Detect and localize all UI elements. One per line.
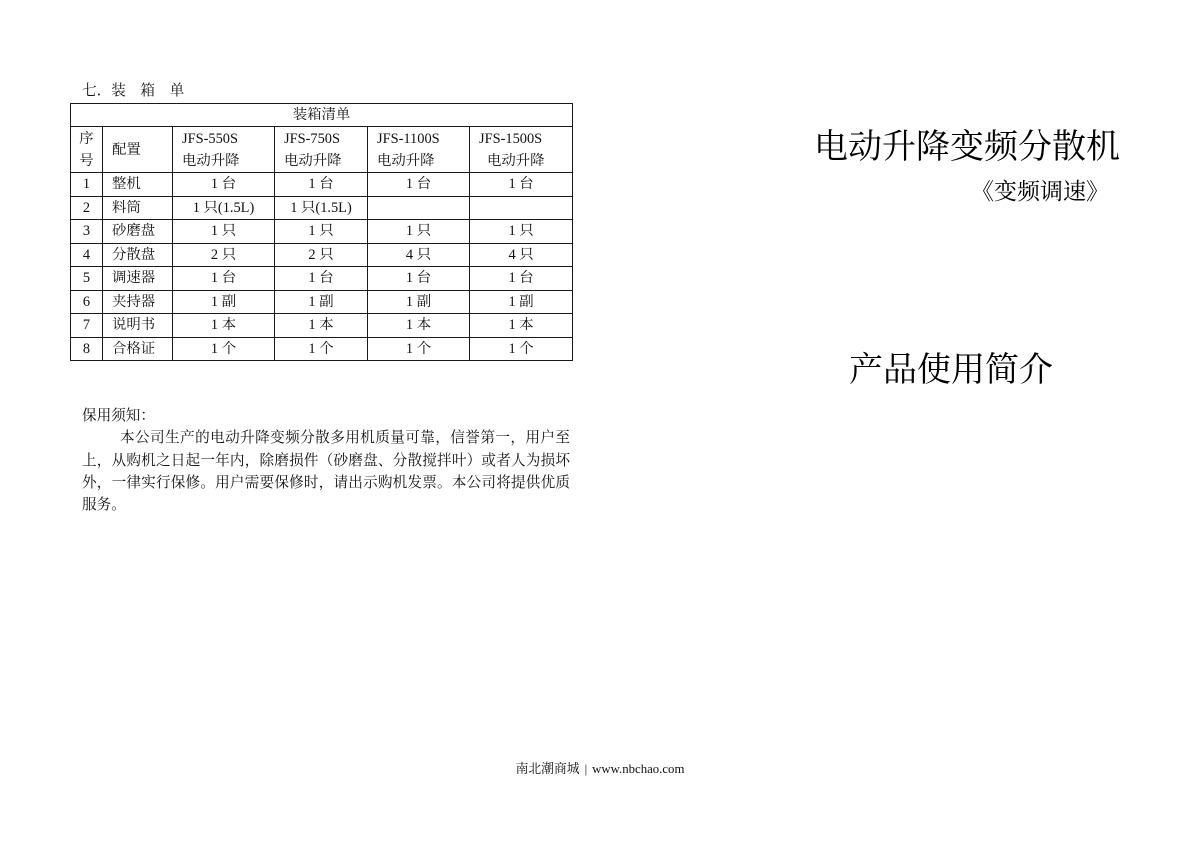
row-qty-jfs-550s: 1 本 xyxy=(173,314,275,338)
warranty-heading: 保用须知： xyxy=(82,408,155,424)
warranty-line: 服务。 xyxy=(82,497,126,514)
header-model-jfs-1500s xyxy=(470,127,573,173)
table-row xyxy=(71,196,573,220)
table-row xyxy=(71,243,573,267)
row-index: 8 xyxy=(71,337,103,361)
row-index: 3 xyxy=(71,220,103,244)
row-qty-jfs-550s: 1 只 xyxy=(173,220,275,244)
header-model-label: 电动升降 xyxy=(487,152,545,169)
header-model-jfs-750s xyxy=(275,127,368,173)
header-model-label: 电动升降 xyxy=(182,152,240,169)
row-item: 料筒 xyxy=(103,196,173,220)
table-title: 装箱清单 xyxy=(71,104,573,127)
footer-site-name: 南北潮商城 xyxy=(515,762,580,776)
row-index: 6 xyxy=(71,290,103,314)
row-qty-jfs-1100s: 1 台 xyxy=(368,173,470,197)
row-qty-jfs-550s: 1 只(1.5L) xyxy=(173,196,275,220)
row-index: 2 xyxy=(71,196,103,220)
header-model-jfs-550s xyxy=(173,127,275,173)
table-title-row xyxy=(71,104,573,127)
row-qty-jfs-1500s: 1 只 xyxy=(470,220,573,244)
row-qty-jfs-1100s: 1 台 xyxy=(368,267,470,291)
table-row xyxy=(71,314,573,338)
row-qty-jfs-1500s: 4 只 xyxy=(470,243,573,267)
row-item: 调速器 xyxy=(103,267,173,291)
header-model-jfs-1100s xyxy=(368,127,470,173)
row-qty-jfs-1100s: 1 只 xyxy=(368,220,470,244)
header-model-name: JFS-750S xyxy=(284,130,340,147)
row-qty-jfs-750s: 1 只(1.5L) xyxy=(275,196,368,220)
row-qty-jfs-1500s: 1 本 xyxy=(470,314,573,338)
row-qty-jfs-750s: 1 副 xyxy=(275,290,368,314)
row-qty-jfs-550s: 1 副 xyxy=(173,290,275,314)
section-heading: 七．装 箱 单 xyxy=(82,83,185,99)
warranty-line: 上，从购机之日起一年内，除磨损件（砂磨盘、分散搅拌叶）或者人为损坏 xyxy=(82,452,570,469)
row-qty-jfs-1100s xyxy=(368,196,470,220)
warranty-line: 外，一律实行保修。用户需要保修时，请出示购机发票。本公司将提供优质 xyxy=(82,474,570,491)
row-qty-jfs-550s: 1 个 xyxy=(173,337,275,361)
row-item: 砂磨盘 xyxy=(103,220,173,244)
row-qty-jfs-550s: 1 台 xyxy=(173,267,275,291)
row-qty-jfs-1100s: 1 本 xyxy=(368,314,470,338)
row-qty-jfs-750s: 1 台 xyxy=(275,267,368,291)
manual-heading: 产品使用简介 xyxy=(849,352,1053,389)
footer-url: www.nbchao.com xyxy=(592,762,685,776)
table-row xyxy=(71,290,573,314)
row-qty-jfs-1500s: 1 台 xyxy=(470,173,573,197)
product-title: 电动升降变频分散机 xyxy=(814,129,1120,166)
header-model-label: 电动升降 xyxy=(377,152,435,169)
row-qty-jfs-550s: 2 只 xyxy=(173,243,275,267)
row-qty-jfs-550s: 1 台 xyxy=(173,173,275,197)
header-model-name: JFS-1500S xyxy=(479,130,543,147)
row-qty-jfs-750s: 1 只 xyxy=(275,220,368,244)
packing-list-table xyxy=(70,103,573,361)
header-index xyxy=(71,127,103,173)
header-model-name: JFS-550S xyxy=(182,130,238,147)
row-index: 1 xyxy=(71,173,103,197)
row-qty-jfs-1500s: 1 副 xyxy=(470,290,573,314)
row-qty-jfs-750s: 2 只 xyxy=(275,243,368,267)
row-qty-jfs-750s: 1 个 xyxy=(275,337,368,361)
row-item: 说明书 xyxy=(103,314,173,338)
row-item: 分散盘 xyxy=(103,243,173,267)
header-model-name: JFS-1100S xyxy=(377,130,440,147)
row-qty-jfs-1500s: 1 个 xyxy=(470,337,573,361)
row-qty-jfs-1500s xyxy=(470,196,573,220)
row-qty-jfs-1500s: 1 台 xyxy=(470,267,573,291)
header-item: 配置 xyxy=(103,127,173,173)
table-row xyxy=(71,173,573,197)
footer xyxy=(0,761,1200,777)
row-index: 7 xyxy=(71,314,103,338)
row-qty-jfs-750s: 1 台 xyxy=(275,173,368,197)
table-row xyxy=(71,267,573,291)
footer-separator: | xyxy=(584,762,588,776)
row-qty-jfs-1100s: 1 副 xyxy=(368,290,470,314)
row-item: 合格证 xyxy=(103,337,173,361)
row-qty-jfs-750s: 1 本 xyxy=(275,314,368,338)
table-row xyxy=(71,337,573,361)
product-subtitle: 《变频调速》 xyxy=(971,179,1109,204)
warranty-line: 本公司生产的电动升降变频分散多用机质量可靠，信誉第一，用户至 xyxy=(120,430,570,447)
row-index: 4 xyxy=(71,243,103,267)
header-model-label: 电动升降 xyxy=(284,152,342,169)
row-qty-jfs-1100s: 4 只 xyxy=(368,243,470,267)
row-item: 整机 xyxy=(103,173,173,197)
warranty-section xyxy=(82,405,572,516)
row-index: 5 xyxy=(71,267,103,291)
table-row xyxy=(71,220,573,244)
table-header-row xyxy=(71,127,573,173)
row-qty-jfs-1100s: 1 个 xyxy=(368,337,470,361)
header-index-label: 序号 xyxy=(79,130,94,169)
row-item: 夹持器 xyxy=(103,290,173,314)
